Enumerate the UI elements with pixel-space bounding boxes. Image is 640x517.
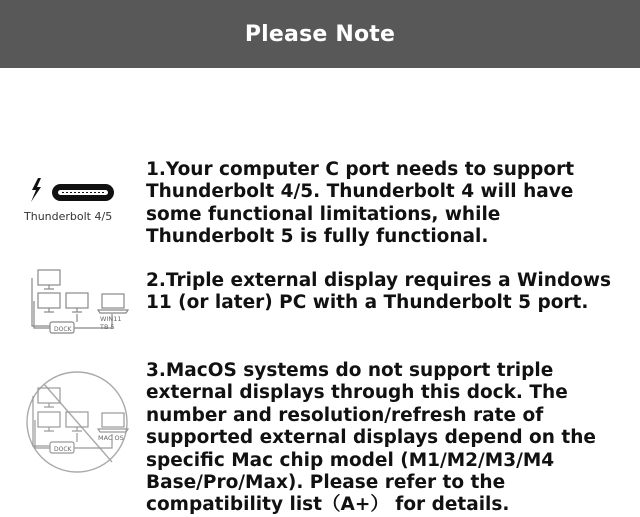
macos-prohibited-diagram-icon bbox=[22, 370, 142, 476]
note-1-text: 1.Your computer C port needs to support Thunderbolt 4/5. Thunderbolt 4 will have some functional limitations, while Thunderbolt 5 is fully functional. bbox=[146, 159, 575, 248]
macos-label: MAC OS bbox=[98, 434, 124, 442]
thunderbolt-caption: Thunderbolt 4/5 bbox=[24, 210, 113, 223]
dock-label: DOCK bbox=[54, 446, 72, 453]
tb5-label: TB 5 bbox=[100, 323, 115, 331]
header-bar bbox=[0, 0, 640, 68]
note-3-text: 3.MacOS systems do not support triple external displays through this dock. The number and resolution/refresh rate of supported external displays depend on the specific Mac chip model (M1/M2/M3/M4 Base/Pro/Max). Please refer to the compatibility list（A+） for details. bbox=[146, 360, 596, 516]
page-title: Please Note bbox=[244, 21, 396, 47]
dock-label: DOCK bbox=[54, 326, 72, 333]
note-2-text: 2.Triple external display requires a Windows 11 (or later) PC with a Thunderbolt 5 port. bbox=[146, 270, 611, 314]
win11-label: WIN11 bbox=[100, 315, 122, 323]
triple-display-dock-diagram-icon bbox=[24, 268, 140, 344]
